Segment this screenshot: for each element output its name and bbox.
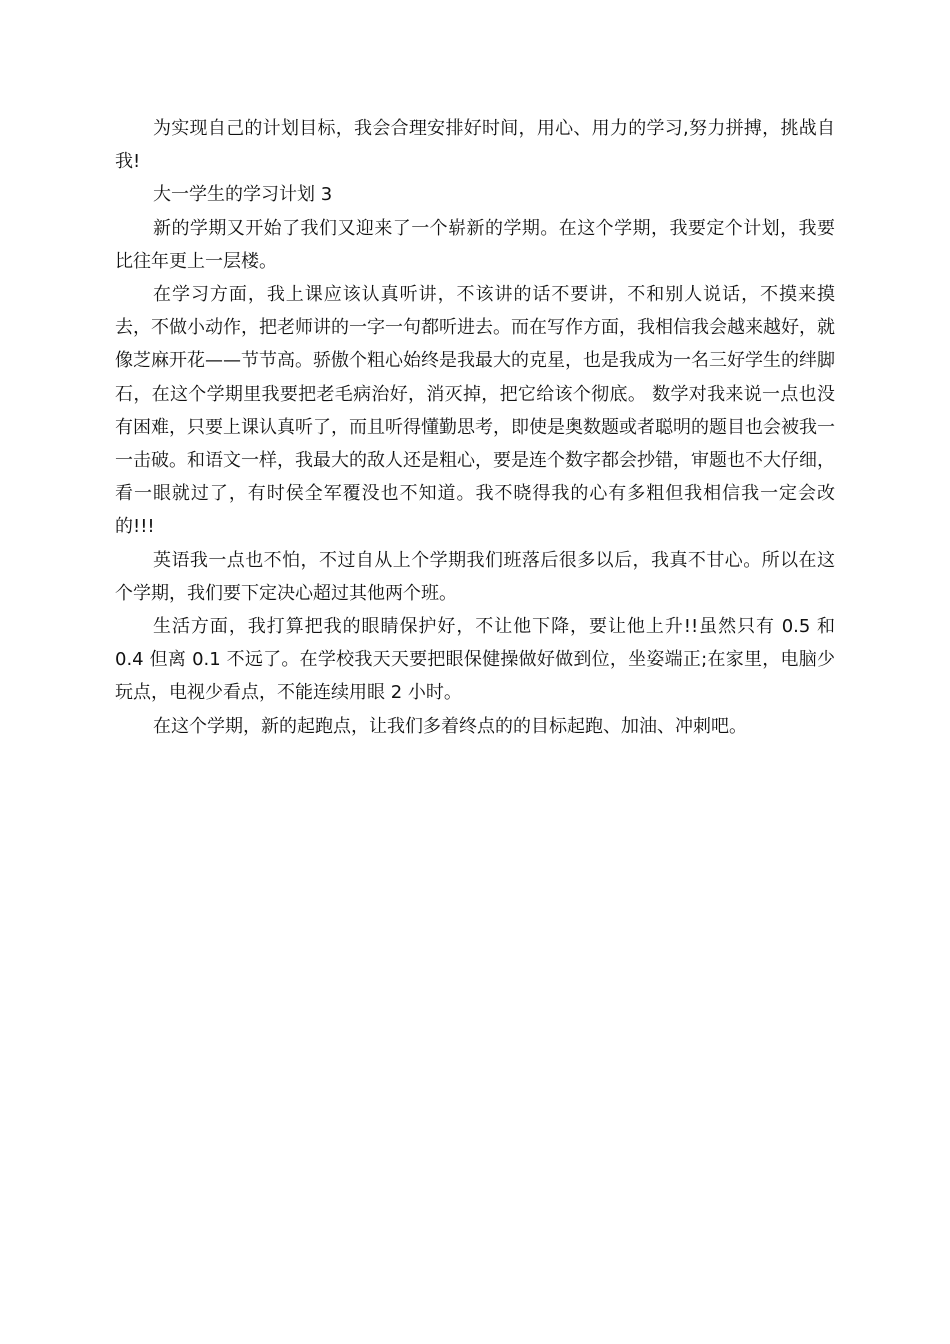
paragraph-life: 生活方面，我打算把我的眼睛保护好，不让他下降，要让他上升!!虽然只有 0.5 和 0.4 但离 0.1 不远了。在学校我天天要把眼保健操做好做到位，坐姿端正;在家里，电脑少玩点，电视少看点，不能连续用眼 2 小时。 — [115, 616, 835, 704]
paragraph-closing: 在这个学期，新的起跑点，让我们多着终点的的目标起跑、加油、冲刺吧。 — [153, 715, 747, 737]
paragraph-study: 在学习方面，我上课应该认真听讲，不该讲的话不要讲，不和别人说话，不摸来摸去，不做小动作，把老师讲的一字一句都听进去。而在写作方面，我相信我会越来越好，就像芝麻开花——节节高。骄傲个粗心始终是我最大的克星，也是我成为一名三好学生的绊脚石，在这个学期里我要把老毛病治好，消灭掉，把它给该个彻底。 数学对我来说一点也没有困难，只要上课认真听了，而且听得懂勤思考，即使是奥数题或者聪明的题目也会被我一一击破。和语文一样，我最大的敌人还是粗心，要是连个数字都会抄错，审题也不大仔细，看一眼就过了，有时侯全军覆没也不知道。我不晓得我的心有多粗但我相信我一定会改的!!! — [115, 284, 835, 538]
paragraph-new-semester: 新的学期又开始了我们又迎来了一个崭新的学期。在这个学期，我要定个计划，我要比往年更上一层楼。 — [115, 217, 835, 272]
section-heading: 大一学生的学习计划 3 — [153, 184, 333, 206]
document-body — [115, 112, 835, 743]
paragraph-english: 英语我一点也不怕，不过自从上个学期我们班落后很多以后，我真不甘心。所以在这个学期，我们要下定决心超过其他两个班。 — [115, 549, 835, 604]
paragraph-plan-goal: 为实现自己的计划目标，我会合理安排好时间，用心、用力的学习,努力拼搏，挑战自我! — [115, 118, 835, 173]
